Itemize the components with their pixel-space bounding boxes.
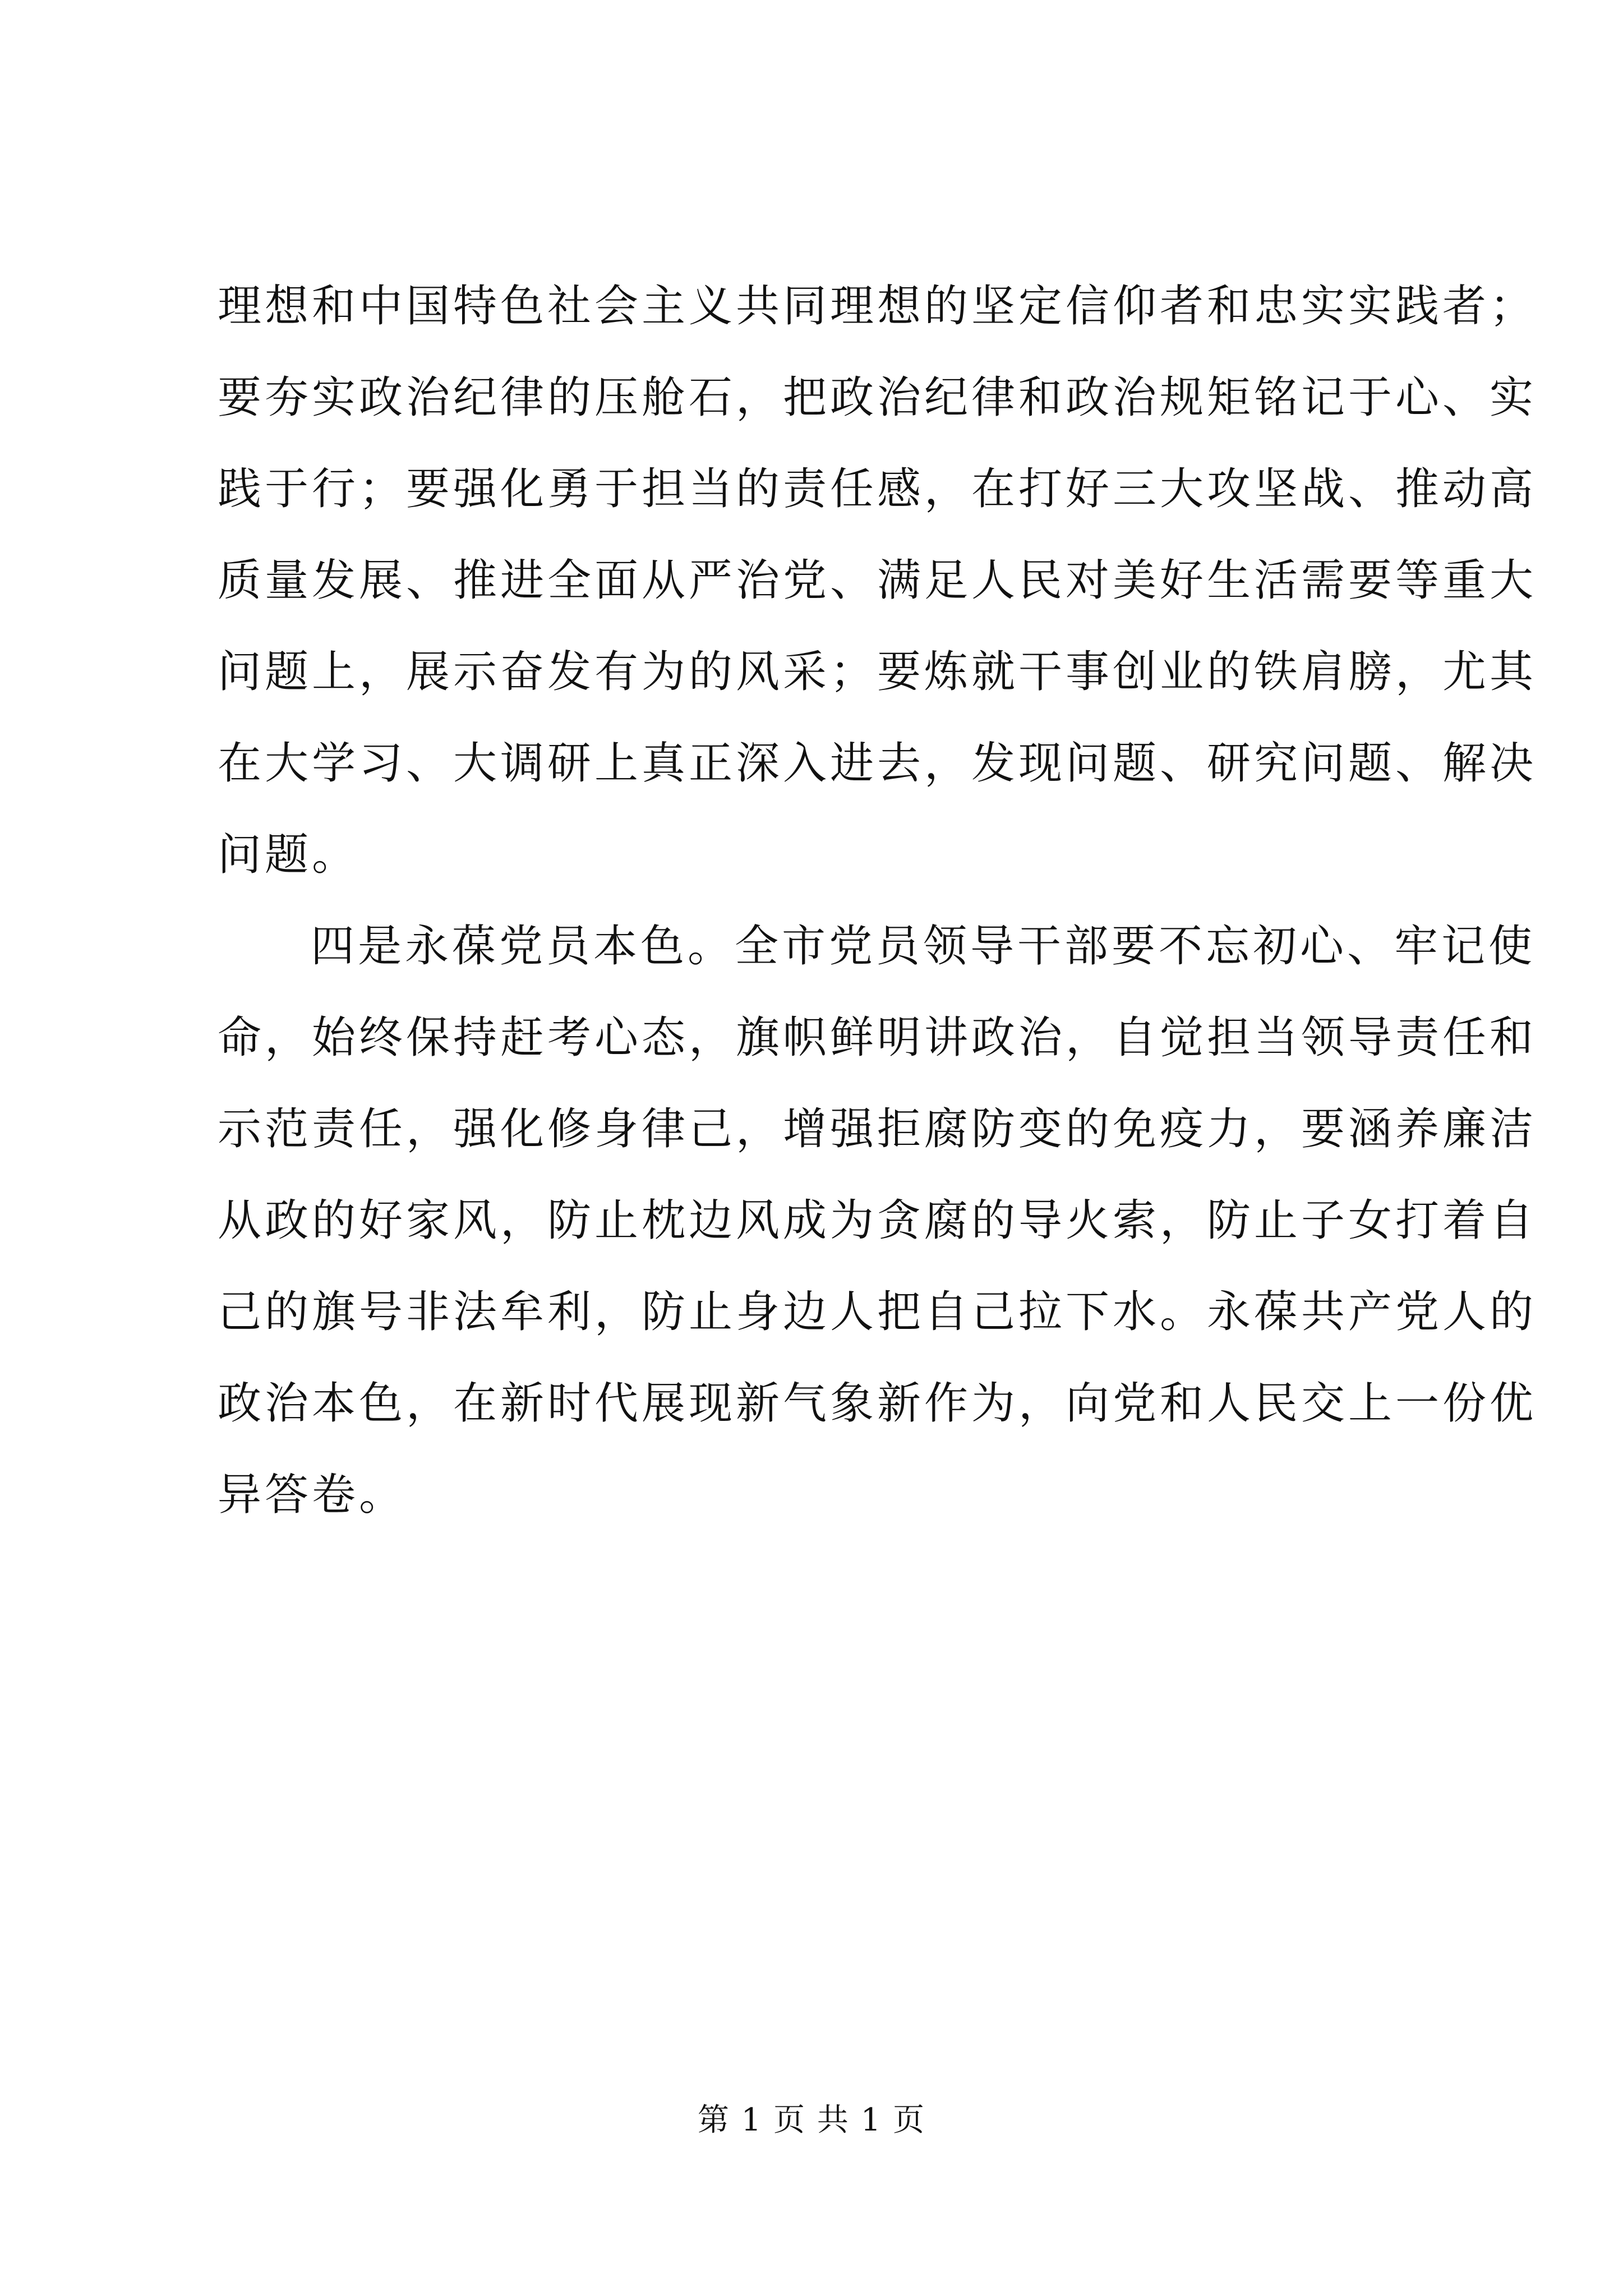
paragraph-1-line-3: 践于行；要强化勇于担当的责任感，在打好三大攻坚战、推动高 (218, 464, 1537, 514)
page-footer: 第 1 页 共 1 页 (697, 2102, 926, 2138)
paragraph-2-line-3: 示范责任，强化修身律己，增强拒腐防变的免疫力，要涵养廉洁 (218, 1104, 1537, 1154)
paragraph-2-line-5: 己的旗号非法牟利，防止身边人把自己拉下水。永葆共产党人的 (218, 1287, 1537, 1337)
paragraph-1-line-4: 质量发展、推进全面从严治党、满足人民对美好生活需要等重大 (218, 555, 1537, 606)
paragraph-2-line-6: 政治本色，在新时代展现新气象新作为，向党和人民交上一份优 (218, 1378, 1537, 1429)
paragraph-1-line-2: 要夯实政治纪律的压舱石，把政治纪律和政治规矩铭记于心、实 (218, 372, 1537, 423)
paragraph-2-line-1: 四是永葆党员本色。全市党员领导干部要不忘初心、牢记使 (311, 921, 1536, 972)
paragraph-2-line-2: 命，始终保持赶考心态，旗帜鲜明讲政治，自觉担当领导责任和 (218, 1013, 1537, 1063)
paragraph-1-line-5: 问题上，展示奋发有为的风采；要炼就干事创业的铁肩膀，尤其 (218, 647, 1537, 697)
paragraph-2-line-4: 从政的好家风，防止枕边风成为贪腐的导火索，防止子女打着自 (218, 1195, 1537, 1246)
paragraph-2-line-7: 异答卷。 (218, 1470, 407, 1520)
paragraph-1-line-7: 问题。 (218, 830, 359, 880)
document-body (218, 261, 1537, 1541)
paragraph-1-line-6: 在大学习、大调研上真正深入进去，发现问题、研究问题、解决 (218, 738, 1537, 789)
paragraph-1-line-1: 理想和中国特色社会主义共同理想的坚定信仰者和忠实实践者； (218, 281, 1537, 332)
